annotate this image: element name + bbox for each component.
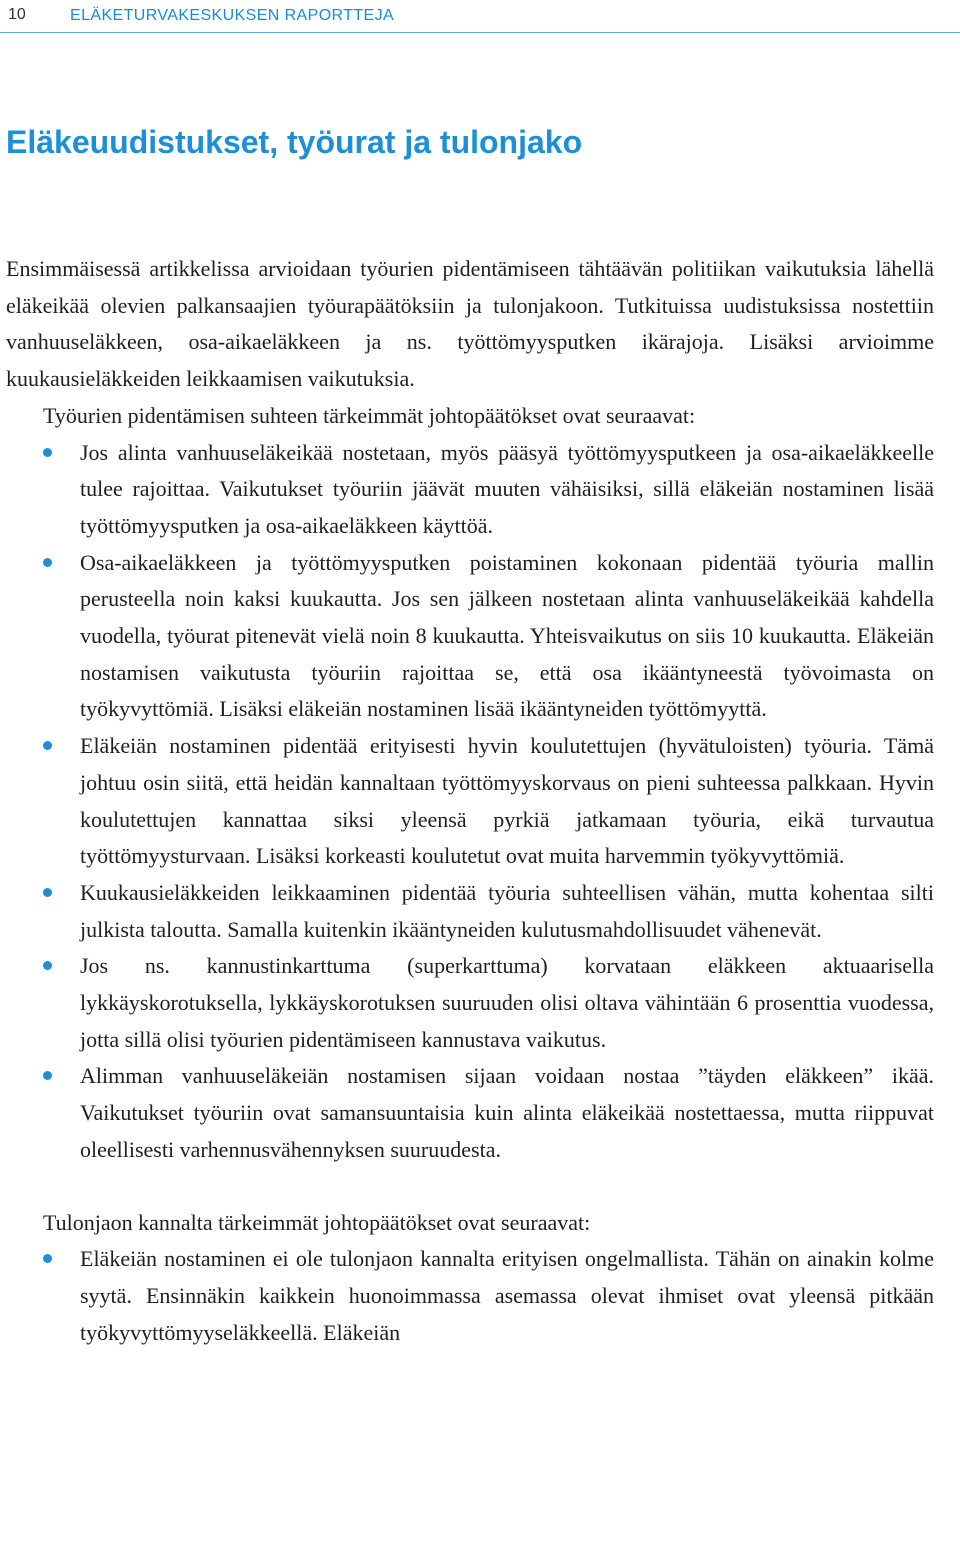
list-item bbox=[80, 1058, 934, 1168]
publication-series-title: ELÄKETURVAKESKUKSEN RAPORTTEJA bbox=[70, 7, 395, 24]
list-item bbox=[80, 1241, 934, 1351]
list-item-text: Eläkeiän nostaminen pidentää erityisesti hyvin koulutettujen (hyvätuloisten) työuria. Tämä johtuu osin siitä, että heidän kannaltaan työttömyyskorvaus on pieni suhteessa palkkaan. Hyvin koulutettujen kannattaa siksi yleensä pyrkiä jatkamaan työuria, eikä turvautua työttömyysturvaan. Lisäksi korkeasti koulutetut ovat muita harvemmin työkyvyttömiä. bbox=[80, 733, 934, 869]
income-distribution-lead: Tulonjaon kannalta tärkeimmät johtopäätökset ovat seuraavat: bbox=[43, 1209, 591, 1235]
list-item bbox=[80, 948, 934, 1058]
list-item bbox=[80, 545, 934, 729]
page-number: 10 bbox=[8, 6, 26, 23]
career-conclusions-list bbox=[6, 435, 934, 1169]
article-body bbox=[6, 251, 934, 1351]
bullet-icon bbox=[43, 558, 52, 567]
list-item bbox=[80, 728, 934, 875]
list-item-text: Kuukausieläkkeiden leikkaaminen pidentää työuria suhteellisen vähän, mutta kohentaa silti julkista taloutta. Samalla kuitenkin ikääntyneiden kulutusmahdollisuudet vähenevät. bbox=[80, 879, 934, 942]
list-item bbox=[80, 875, 934, 948]
section-spacer bbox=[6, 1169, 934, 1205]
bullet-icon bbox=[43, 1254, 52, 1263]
running-header bbox=[0, 0, 960, 33]
chapter-title: Eläkeuudistukset, työurat ja tulonjako bbox=[6, 124, 583, 160]
bullet-icon bbox=[43, 1071, 52, 1080]
list-item-text: Jos ns. kannustinkarttuma (superkarttuma) korvataan eläkkeen aktuaarisella lykkäyskorotuksella, lykkäyskorotuksen suuruuden olisi oltava vähintään 6 prosenttia vuodessa, jotta sillä olisi työurien pidentämiseen kannustava vaikutus. bbox=[80, 953, 934, 1052]
list-item-text: Eläkeiän nostaminen ei ole tulonjaon kannalta erityisen ongelmallista. Tähän on ainakin kolme syytä. Ensinnäkin kaikkein huonoimmassa asemassa olevat ihmiset ovat yleensä pitkään työkyvyttömyyseläkkeellä. Eläkeiän bbox=[80, 1246, 934, 1345]
bullet-icon bbox=[43, 888, 52, 897]
list-item bbox=[80, 435, 934, 545]
bullet-icon bbox=[43, 448, 52, 457]
bullet-icon bbox=[43, 961, 52, 970]
list-item-text: Alimman vanhuuseläkeiän nostamisen sijaan voidaan nostaa ”täyden eläkkeen” ikää. Vaikutukset työuriin ovat samansuuntaisia kuin alinta eläkeikää nostettaessa, mutta riippuvat oleellisesti varhennusvähennyksen suuruudesta. bbox=[80, 1063, 934, 1162]
income-distribution-list bbox=[6, 1241, 934, 1351]
bullet-icon bbox=[43, 741, 52, 750]
list-item-text: Jos alinta vanhuuseläkeikää nostetaan, myös pääsyä työttömyysputkeen ja osa-aikaeläkkeelle tulee rajoittaa. Vaikutukset työuriin jäävät muuten vähäisiksi, sillä eläkeiän nostaminen lisää työttömyysputken ja osa-aikaeläkkeen käyttöä. bbox=[80, 439, 934, 538]
intro-paragraph: Ensimmäisessä artikkelissa arvioidaan työurien pidentämiseen tähtäävän politiikan vaikutuksia lähellä eläkeikää olevien palkansaajien työurapäätöksiin ja tulonjakoon. Tutkituissa uudistuksissa nostettiin vanhuuseläkkeen, osa-aikaeläkkeen ja ns. työttömyysputken ikärajoja. Lisäksi arvioimme kuukausieläkkeiden leikkaamisen vaikutuksia. bbox=[6, 256, 934, 392]
list-item-text: Osa-aikaeläkkeen ja työttömyysputken poistaminen kokonaan pidentää työuria mallin perusteella noin kaksi kuukautta. Jos sen jälkeen nostetaan alinta vanhuuseläkeikää kahdella vuodella, työurat pitenevät vielä noin 8 kuukautta. Yhteisvaikutus on siis 10 kuukautta. Eläkeiän nostamisen vaikutusta työuriin rajoittaa se, että osa ikääntyneestä työvoimasta on työkyvyttömiä. Lisäksi eläkeiän nostaminen lisää ikääntyneiden työttömyyttä. bbox=[80, 549, 934, 722]
career-conclusions-lead: Työurien pidentämisen suhteen tärkeimmät johtopäätökset ovat seuraavat: bbox=[43, 402, 696, 428]
